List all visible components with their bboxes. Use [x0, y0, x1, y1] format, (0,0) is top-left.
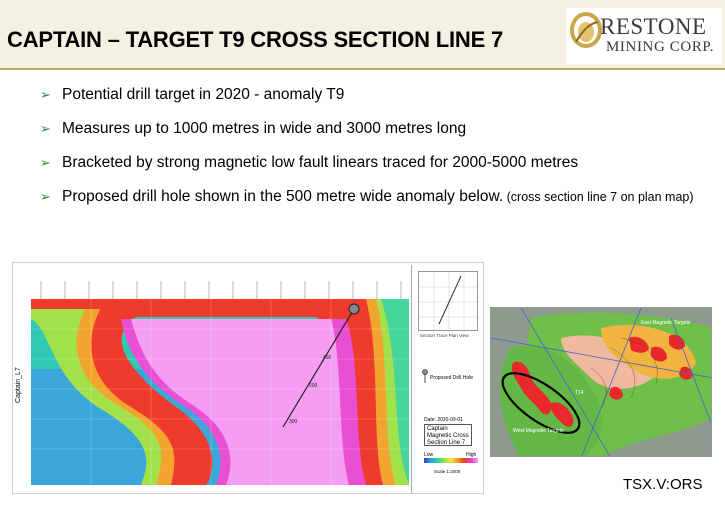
logo-text-main: RESTONE: [600, 14, 707, 39]
bullet-item: [40, 188, 700, 206]
target-t14-label: T14: [575, 390, 584, 396]
section-legend-panel: [411, 265, 483, 493]
drill-depth-label: 200: [309, 383, 318, 389]
magnetic-colorbar: [424, 458, 478, 463]
bullet-list: [40, 86, 700, 222]
drill-hole-key-label: Proposed Drill Hole: [430, 375, 474, 381]
colorbar-high-label: High: [466, 452, 477, 458]
plan-map: [490, 307, 712, 457]
magnetic-section-plot: [31, 299, 409, 485]
cross-section-figure: [12, 262, 484, 494]
logo-emblem-icon: [570, 12, 604, 52]
plan-view-inset: [418, 271, 478, 331]
header-divider: [0, 68, 725, 70]
arrow-bullet-icon: ➢: [40, 155, 51, 170]
drill-depth-label: 300: [289, 419, 298, 425]
bullet-text: Proposed drill hole shown in the 500 metre wide anomaly below.: [62, 188, 504, 205]
drill-collar-icon: [349, 304, 359, 314]
drill-hole-key-icon: [422, 369, 428, 383]
bullet-note: (cross section line 7 on plan map): [503, 190, 694, 204]
logo-text-sub: MINING CORP.: [606, 39, 715, 55]
section-axis-label: Captain_L7: [15, 367, 22, 403]
bullet-text: Measures up to 1000 metres in wide and 3000 metres long: [62, 120, 467, 137]
section-legend-title: Captain Magnetic Cross Section Line 7: [424, 424, 472, 446]
slide-title: CAPTAIN – TARGET T9 CROSS SECTION LINE 7: [7, 27, 504, 52]
company-logo: [566, 8, 722, 64]
bullet-text: Potential drill target in 2020 - anomaly T9: [62, 86, 345, 103]
bullet-item: [40, 120, 700, 138]
ticker-symbol: TSX.V:ORS: [623, 476, 703, 493]
section-scale: Scale 1:2000: [434, 469, 461, 474]
colorbar-low-label: Low: [424, 452, 434, 458]
bullet-item: [40, 154, 700, 172]
east-targets-label: East Magnetic Targets: [641, 320, 691, 326]
bullet-item: [40, 86, 700, 104]
section-top-ticks: [31, 275, 409, 299]
arrow-bullet-icon: ➢: [40, 87, 51, 102]
plan-caption: Section Trace Plan View: [420, 333, 469, 338]
section-date: Date: 2020-09-01: [424, 417, 463, 423]
west-targets-label: West Magnetic Targets: [513, 428, 564, 434]
arrow-bullet-icon: ➢: [40, 121, 51, 136]
drill-depth-label: 400: [323, 355, 332, 361]
arrow-bullet-icon: ➢: [40, 189, 51, 204]
bullet-text: Bracketed by strong magnetic low fault linears traced for 2000-5000 metres: [62, 154, 579, 171]
